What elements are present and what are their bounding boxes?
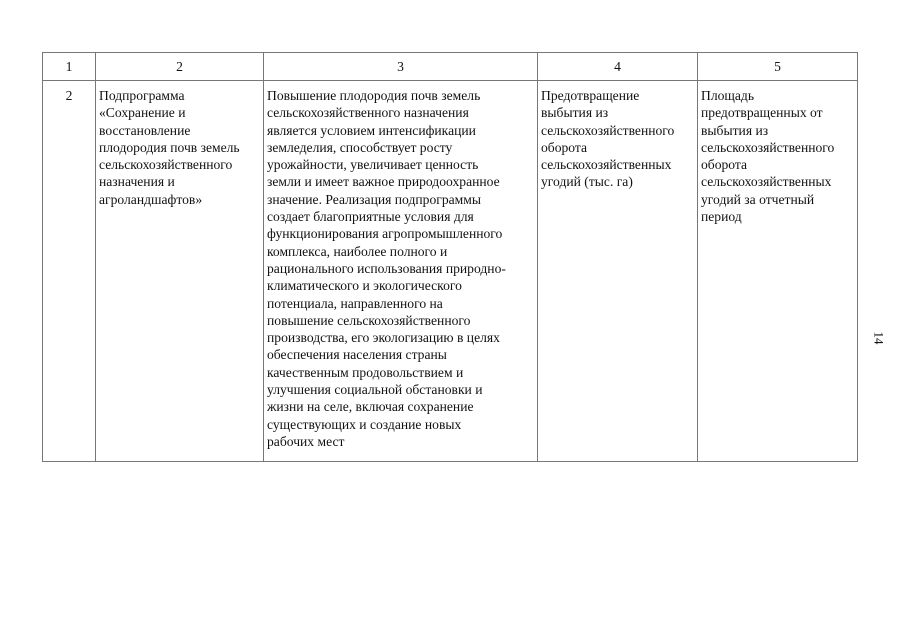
- header-cell-4: 4: [538, 53, 698, 81]
- header-cell-3: 3: [264, 53, 538, 81]
- indicators-table: [42, 52, 858, 462]
- indicator-name: Предотвращение выбытия из сельскохозяйственного оборота сельскохозяйственных угодий (тыс. га): [538, 81, 698, 462]
- row-number: 2: [43, 81, 96, 462]
- header-cell-1: 1: [43, 53, 96, 81]
- table-row: [43, 81, 858, 462]
- page-number: 14: [871, 331, 887, 345]
- header-cell-2: 2: [96, 53, 264, 81]
- subprogram-name: Подпрограмма «Сохранение и восстановление плодородия почв земель сельскохозяйственного назначения и агроландшафтов»: [96, 81, 264, 462]
- header-cell-5: 5: [698, 53, 858, 81]
- subprogram-description: Повышение плодородия почв земель сельскохозяйственного назначения является условием интенсификации земледелия, способствует росту урожайности, увеличивает ценность земли и имеет важное природоохранное значение. Реализация подпрограммы создает благоприятные условия для функционирования агропромышленного комплекса, наиболее полного и рационального использования природно- климатического и экологического потенциала, направленного на повышение сельскохозяйственного производства, его экологизацию в целях обеспечения населения страны качественным продовольствием и улучшения социальной обстановки и жизни на селе, включая сохранение существующих и создание новых рабочих мест: [264, 81, 538, 462]
- indicator-definition: Площадь предотвращенных от выбытия из сельскохозяйственного оборота сельскохозяйственных угодий за отчетный период: [698, 81, 858, 462]
- header-row: [43, 53, 858, 81]
